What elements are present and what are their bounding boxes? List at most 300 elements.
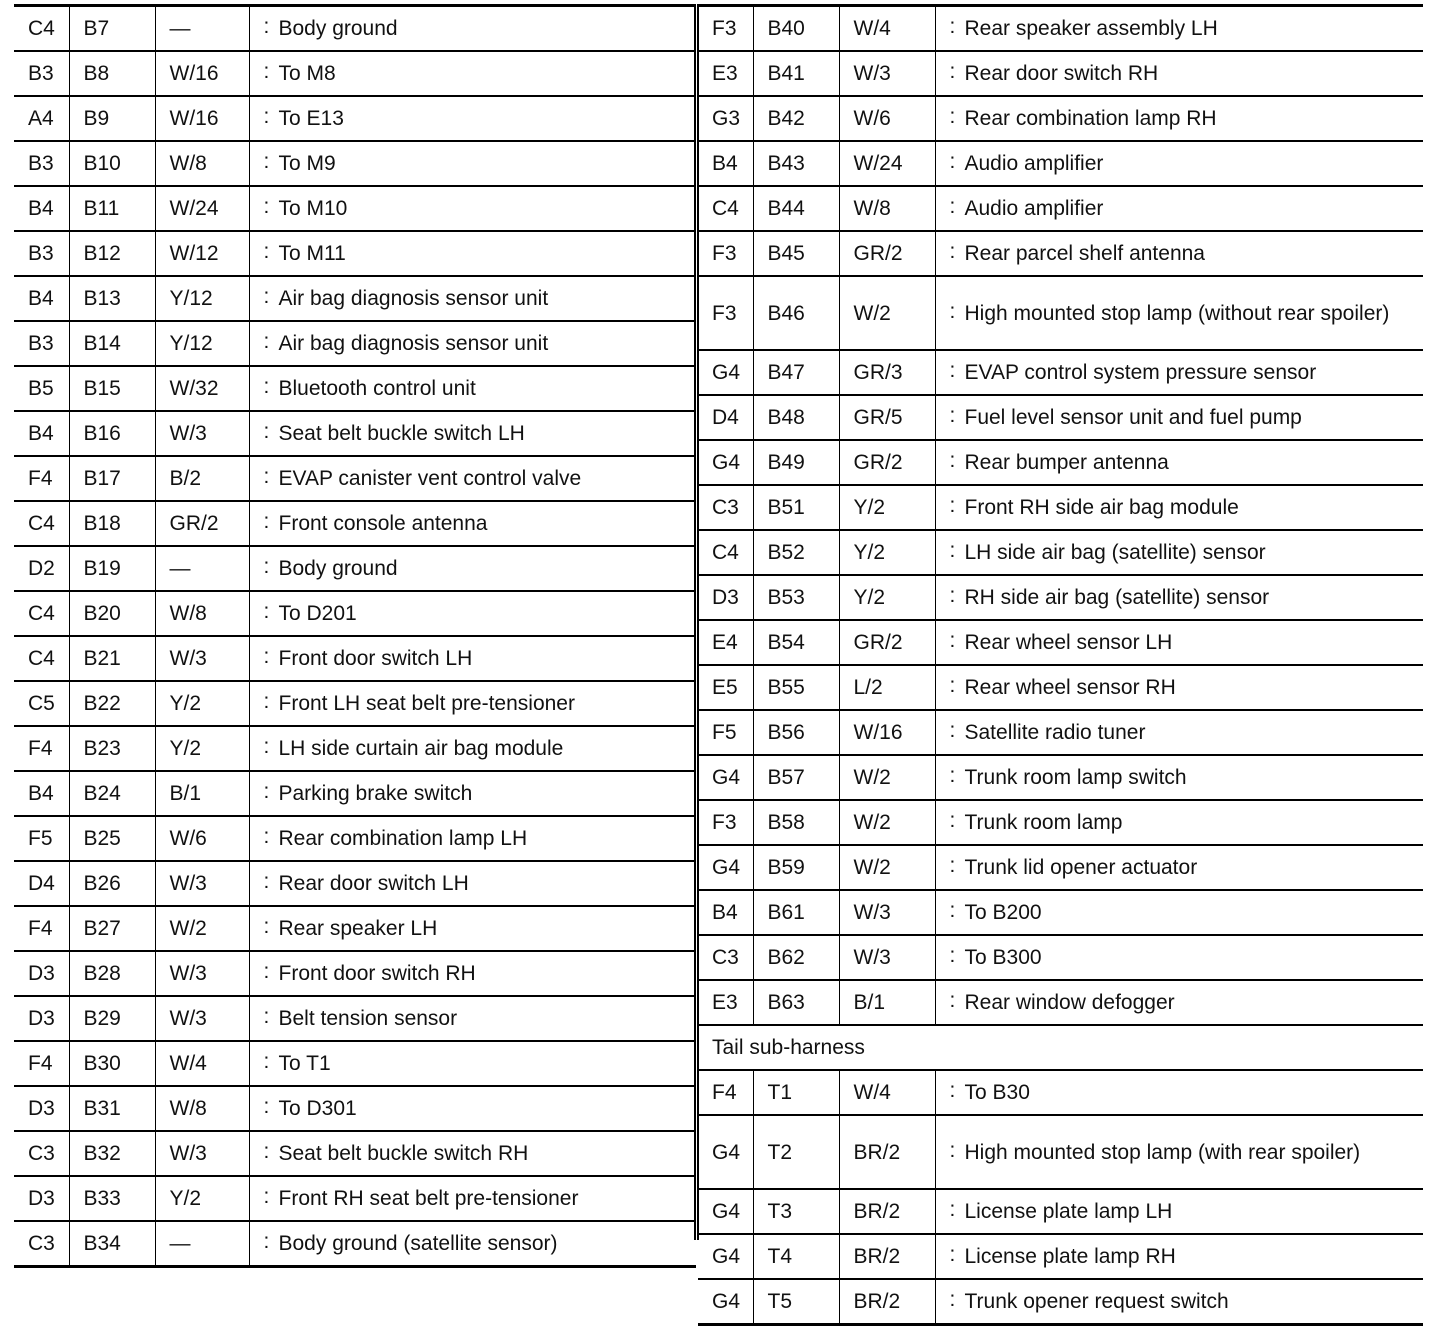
grid-reference: B4: [14, 771, 69, 816]
table-row: [14, 1176, 696, 1221]
connector-description-cell: [249, 1131, 696, 1176]
description-wrap: [936, 493, 1424, 522]
connector-number: T2: [753, 1115, 839, 1189]
grid-reference: C4: [698, 530, 753, 575]
connector-number: B18: [69, 501, 155, 546]
connector-type: L/2: [839, 665, 935, 710]
connector-description: Rear bumper antenna: [964, 451, 1169, 474]
connector-number: B30: [69, 1041, 155, 1086]
connector-description: Belt tension sensor: [278, 1007, 458, 1030]
connector-number: B28: [69, 951, 155, 996]
grid-reference: C5: [14, 681, 69, 726]
table-row: [698, 620, 1423, 665]
connector-description: Rear speaker assembly LH: [964, 17, 1218, 40]
connector-type: W/24: [839, 141, 935, 186]
description-wrap: [250, 239, 697, 268]
grid-reference: E3: [698, 980, 753, 1025]
grid-reference: D4: [14, 861, 69, 906]
connector-type: W/4: [155, 1041, 249, 1086]
connector-number: B59: [753, 845, 839, 890]
connector-description: Rear wheel sensor RH: [964, 676, 1176, 699]
table-row: [698, 890, 1423, 935]
connector-type: BR/2: [839, 1234, 935, 1279]
connector-description-cell: [935, 1115, 1423, 1189]
colon-separator: :: [263, 825, 270, 848]
connector-type: W/12: [155, 231, 249, 276]
connector-number: B20: [69, 591, 155, 636]
connector-number: B52: [753, 530, 839, 575]
connector-number: B8: [69, 51, 155, 96]
table-row: [14, 636, 696, 681]
grid-reference: B4: [14, 186, 69, 231]
grid-reference: B4: [698, 141, 753, 186]
connector-description-cell: [249, 186, 696, 231]
colon-separator: :: [263, 465, 270, 488]
table-row: [14, 51, 696, 96]
connector-description-cell: [935, 800, 1423, 845]
connector-description-cell: [249, 1041, 696, 1086]
connector-description-cell: [249, 546, 696, 591]
grid-reference: E4: [698, 620, 753, 665]
colon-separator: :: [263, 1005, 270, 1028]
description-wrap: [250, 14, 697, 43]
grid-reference: E5: [698, 665, 753, 710]
section-label: Tail sub-harness: [698, 1025, 1423, 1070]
colon-separator: :: [263, 1230, 270, 1253]
colon-separator: :: [263, 240, 270, 263]
connector-description-cell: [249, 1176, 696, 1221]
connector-description-cell: [935, 395, 1423, 440]
grid-reference: G4: [698, 350, 753, 395]
connector-description-cell: [249, 771, 696, 816]
connector-description-cell: [935, 1234, 1423, 1279]
description-wrap: [250, 374, 697, 403]
connector-number: B31: [69, 1086, 155, 1131]
table-row: [14, 366, 696, 411]
connector-description-cell: [249, 366, 696, 411]
table-row: [698, 665, 1423, 710]
description-wrap: [936, 853, 1424, 882]
table-row: [698, 485, 1423, 530]
connector-description-cell: [935, 845, 1423, 890]
connector-description-cell: [249, 321, 696, 366]
connector-description-cell: [935, 440, 1423, 485]
connector-description-cell: [935, 665, 1423, 710]
connector-description-cell: [935, 935, 1423, 980]
table-row: [698, 276, 1423, 350]
connector-description: Rear parcel shelf antenna: [964, 242, 1205, 265]
connector-number: B14: [69, 321, 155, 366]
connector-number: B17: [69, 456, 155, 501]
connector-table-right: [698, 4, 1423, 1326]
connector-type: W/8: [155, 1086, 249, 1131]
description-wrap: [936, 1138, 1424, 1167]
description-wrap: [250, 419, 697, 448]
connector-table-left-body: [14, 6, 696, 1267]
connector-description: To B200: [964, 901, 1042, 924]
table-row: [14, 1131, 696, 1176]
connector-description-cell: [935, 890, 1423, 935]
connector-type: B/1: [839, 980, 935, 1025]
connector-number: B49: [753, 440, 839, 485]
description-wrap: [250, 824, 697, 853]
connector-description-cell: [935, 710, 1423, 755]
grid-reference: F4: [14, 726, 69, 771]
description-wrap: [936, 583, 1424, 612]
description-wrap: [936, 403, 1424, 432]
connector-description-cell: [935, 980, 1423, 1025]
connector-type: B/2: [155, 456, 249, 501]
description-wrap: [936, 1242, 1424, 1271]
description-wrap: [936, 448, 1424, 477]
connector-description: Air bag diagnosis sensor unit: [278, 287, 549, 310]
colon-separator: :: [949, 719, 956, 742]
connector-description-cell: [249, 1086, 696, 1131]
connector-type: GR/3: [839, 350, 935, 395]
table-row: [14, 411, 696, 456]
grid-reference: B4: [14, 411, 69, 456]
grid-reference: C4: [14, 591, 69, 636]
connector-description-cell: [935, 141, 1423, 186]
colon-separator: :: [263, 780, 270, 803]
connector-description: Parking brake switch: [278, 782, 473, 805]
connector-type: Y/2: [155, 726, 249, 771]
description-wrap: [936, 194, 1424, 223]
grid-reference: D3: [698, 575, 753, 620]
connector-type: W/3: [155, 636, 249, 681]
table-row: [14, 96, 696, 141]
colon-separator: :: [949, 854, 956, 877]
connector-number: B24: [69, 771, 155, 816]
description-wrap: [936, 1197, 1424, 1226]
connector-number: B47: [753, 350, 839, 395]
description-wrap: [936, 59, 1424, 88]
connector-type: W/3: [155, 861, 249, 906]
connector-description: Rear wheel sensor LH: [964, 631, 1173, 654]
connector-description: RH side air bag (satellite) sensor: [964, 586, 1270, 609]
colon-separator: :: [263, 15, 270, 38]
grid-reference: E3: [698, 51, 753, 96]
description-wrap: [250, 509, 697, 538]
grid-reference: B4: [14, 276, 69, 321]
connector-description: LH side curtain air bag module: [278, 737, 564, 760]
table-row: [14, 6, 696, 52]
connector-type: W/3: [839, 890, 935, 935]
connector-description: Trunk lid opener actuator: [964, 856, 1198, 879]
connector-number: B61: [753, 890, 839, 935]
connector-description: Air bag diagnosis sensor unit: [278, 332, 549, 355]
connector-type: GR/2: [839, 620, 935, 665]
connector-type: W/2: [839, 800, 935, 845]
colon-separator: :: [263, 1095, 270, 1118]
connector-type: W/3: [155, 951, 249, 996]
connector-type: W/3: [839, 935, 935, 980]
colon-separator: :: [263, 870, 270, 893]
grid-reference: F5: [698, 710, 753, 755]
description-wrap: [936, 299, 1424, 328]
grid-reference: G3: [698, 96, 753, 141]
connector-number: T5: [753, 1279, 839, 1325]
section-row: [698, 1025, 1423, 1070]
description-wrap: [936, 358, 1424, 387]
grid-reference: D4: [698, 395, 753, 440]
connector-type: W/16: [839, 710, 935, 755]
colon-separator: :: [263, 60, 270, 83]
connector-type: W/4: [839, 1070, 935, 1115]
connector-description: To M9: [278, 152, 336, 175]
description-wrap: [250, 1004, 697, 1033]
description-wrap: [250, 554, 697, 583]
table-row: [14, 276, 696, 321]
connector-description: To M11: [278, 242, 346, 265]
connector-description: Front console antenna: [278, 512, 488, 535]
description-wrap: [936, 763, 1424, 792]
colon-separator: :: [949, 195, 956, 218]
grid-reference: D3: [14, 1086, 69, 1131]
connector-description: Rear combination lamp LH: [278, 827, 528, 850]
connector-number: B34: [69, 1221, 155, 1267]
description-wrap: [250, 104, 697, 133]
grid-reference: F3: [698, 6, 753, 52]
colon-separator: :: [263, 555, 270, 578]
connector-description-cell: [249, 96, 696, 141]
colon-separator: :: [263, 195, 270, 218]
grid-reference: G4: [698, 845, 753, 890]
connector-type: Y/2: [155, 681, 249, 726]
grid-reference: B5: [14, 366, 69, 411]
connector-number: B57: [753, 755, 839, 800]
table-row: [14, 186, 696, 231]
connector-description: Fuel level sensor unit and fuel pump: [964, 406, 1302, 429]
connector-number: B12: [69, 231, 155, 276]
colon-separator: :: [949, 1198, 956, 1221]
description-wrap: [936, 808, 1424, 837]
connector-number: B58: [753, 800, 839, 845]
connector-description: Front door switch RH: [278, 962, 476, 985]
connector-type: GR/5: [839, 395, 935, 440]
grid-reference: C4: [14, 636, 69, 681]
grid-reference: B3: [14, 231, 69, 276]
grid-reference: F3: [698, 800, 753, 845]
grid-reference: F3: [698, 231, 753, 276]
table-row: [14, 321, 696, 366]
grid-reference: F4: [14, 906, 69, 951]
table-row: [698, 6, 1423, 52]
grid-reference: C3: [698, 485, 753, 530]
connector-number: B55: [753, 665, 839, 710]
description-wrap: [936, 104, 1424, 133]
colon-separator: :: [949, 899, 956, 922]
grid-reference: C3: [698, 935, 753, 980]
connector-number: B10: [69, 141, 155, 186]
description-wrap: [250, 734, 697, 763]
colon-separator: :: [263, 105, 270, 128]
connector-description-cell: [935, 755, 1423, 800]
connector-type: W/2: [155, 906, 249, 951]
colon-separator: :: [263, 375, 270, 398]
connector-number: B22: [69, 681, 155, 726]
table-row: [14, 726, 696, 771]
connector-type: Y/2: [839, 575, 935, 620]
connector-description-cell: [249, 816, 696, 861]
connector-description: Audio amplifier: [964, 197, 1104, 220]
description-wrap: [250, 914, 697, 943]
grid-reference: B3: [14, 141, 69, 186]
connector-number: B62: [753, 935, 839, 980]
description-wrap: [936, 898, 1424, 927]
connector-number: B21: [69, 636, 155, 681]
table-row: [14, 681, 696, 726]
colon-separator: :: [949, 105, 956, 128]
table-row: [14, 141, 696, 186]
connector-type: Y/12: [155, 276, 249, 321]
connector-description-cell: [249, 681, 696, 726]
colon-separator: :: [949, 359, 956, 382]
connector-number: B46: [753, 276, 839, 350]
connector-description: Rear door switch LH: [278, 872, 469, 895]
colon-separator: :: [949, 1138, 956, 1162]
description-wrap: [936, 239, 1424, 268]
connector-type: GR/2: [839, 440, 935, 485]
table-row: [698, 96, 1423, 141]
grid-reference: B3: [14, 51, 69, 96]
description-wrap: [936, 628, 1424, 657]
connector-number: B19: [69, 546, 155, 591]
table-row: [14, 1086, 696, 1131]
connector-description-cell: [935, 231, 1423, 276]
connector-description-cell: [249, 861, 696, 906]
connector-type: W/16: [155, 96, 249, 141]
description-wrap: [936, 14, 1424, 43]
connector-description: Front LH seat belt pre-tensioner: [278, 692, 575, 715]
connector-description: Trunk room lamp switch: [964, 766, 1187, 789]
table-row: [14, 456, 696, 501]
grid-reference: C4: [698, 186, 753, 231]
colon-separator: :: [263, 735, 270, 758]
connector-description: To M10: [278, 197, 348, 220]
connector-description: To D301: [278, 1097, 357, 1120]
connector-description-cell: [935, 530, 1423, 575]
table-row: [698, 1070, 1423, 1115]
colon-separator: :: [949, 299, 956, 323]
connector-description: Front door switch LH: [278, 647, 473, 670]
connector-type: W/6: [155, 816, 249, 861]
connector-number: B42: [753, 96, 839, 141]
connector-type: BR/2: [839, 1115, 935, 1189]
connector-type: W/32: [155, 366, 249, 411]
table-row: [14, 591, 696, 636]
grid-reference: D3: [14, 996, 69, 1041]
connector-number: B63: [753, 980, 839, 1025]
connector-type: B/1: [155, 771, 249, 816]
connector-number: B7: [69, 6, 155, 52]
grid-reference: F4: [14, 456, 69, 501]
grid-reference: G4: [698, 1115, 753, 1189]
table-row: [698, 1115, 1423, 1189]
connector-description-cell: [249, 906, 696, 951]
connector-description: Trunk room lamp: [964, 811, 1123, 834]
colon-separator: :: [263, 915, 270, 938]
connector-type: W/3: [155, 996, 249, 1041]
connector-number: B27: [69, 906, 155, 951]
colon-separator: :: [949, 809, 956, 832]
description-wrap: [936, 538, 1424, 567]
connector-description-cell: [935, 96, 1423, 141]
description-wrap: [250, 689, 697, 718]
connector-description: To D201: [278, 602, 357, 625]
connector-description-cell: [249, 726, 696, 771]
connector-description: To B30: [964, 1081, 1030, 1104]
connector-description-cell: [935, 1279, 1423, 1325]
connector-type: —: [155, 6, 249, 52]
connector-description: Audio amplifier: [964, 152, 1104, 175]
grid-reference: D3: [14, 951, 69, 996]
grid-reference: C4: [14, 501, 69, 546]
colon-separator: :: [949, 60, 956, 83]
connector-number: B43: [753, 141, 839, 186]
grid-reference: C4: [14, 6, 69, 52]
colon-separator: :: [263, 960, 270, 983]
connector-description-cell: [935, 51, 1423, 96]
colon-separator: :: [949, 404, 956, 427]
connector-type: GR/2: [155, 501, 249, 546]
connector-type: W/6: [839, 96, 935, 141]
description-wrap: [936, 149, 1424, 178]
connector-number: T4: [753, 1234, 839, 1279]
colon-separator: :: [949, 1288, 956, 1311]
connector-type: W/2: [839, 755, 935, 800]
connector-number: B48: [753, 395, 839, 440]
grid-reference: C3: [14, 1131, 69, 1176]
connector-type: BR/2: [839, 1189, 935, 1234]
grid-reference: G4: [698, 440, 753, 485]
description-wrap: [936, 988, 1424, 1017]
connector-description: License plate lamp RH: [964, 1245, 1176, 1268]
connector-type: —: [155, 546, 249, 591]
description-wrap: [250, 1229, 697, 1258]
colon-separator: :: [263, 1185, 270, 1208]
description-wrap: [250, 1049, 697, 1078]
table-row: [698, 51, 1423, 96]
connector-description: License plate lamp LH: [964, 1200, 1173, 1223]
connector-type: W/3: [155, 411, 249, 456]
connector-number: T3: [753, 1189, 839, 1234]
table-row: [698, 755, 1423, 800]
table-row: [14, 996, 696, 1041]
table-row: [698, 1234, 1423, 1279]
description-wrap: [250, 149, 697, 178]
connector-description-cell: [249, 636, 696, 681]
connector-number: B51: [753, 485, 839, 530]
connector-type: W/8: [839, 186, 935, 231]
grid-reference: G4: [698, 1234, 753, 1279]
connector-number: B41: [753, 51, 839, 96]
table-row: [14, 501, 696, 546]
colon-separator: :: [949, 449, 956, 472]
table-row: [698, 186, 1423, 231]
connector-description: Trunk opener request switch: [964, 1290, 1229, 1313]
connector-description: Rear combination lamp RH: [964, 107, 1217, 130]
connector-type: W/24: [155, 186, 249, 231]
colon-separator: :: [949, 629, 956, 652]
connector-description: Body ground (satellite sensor): [278, 1232, 558, 1255]
connector-description-cell: [249, 591, 696, 636]
colon-separator: :: [949, 240, 956, 263]
connector-number: B29: [69, 996, 155, 1041]
connector-number: B9: [69, 96, 155, 141]
connector-number: B54: [753, 620, 839, 665]
description-wrap: [250, 644, 697, 673]
